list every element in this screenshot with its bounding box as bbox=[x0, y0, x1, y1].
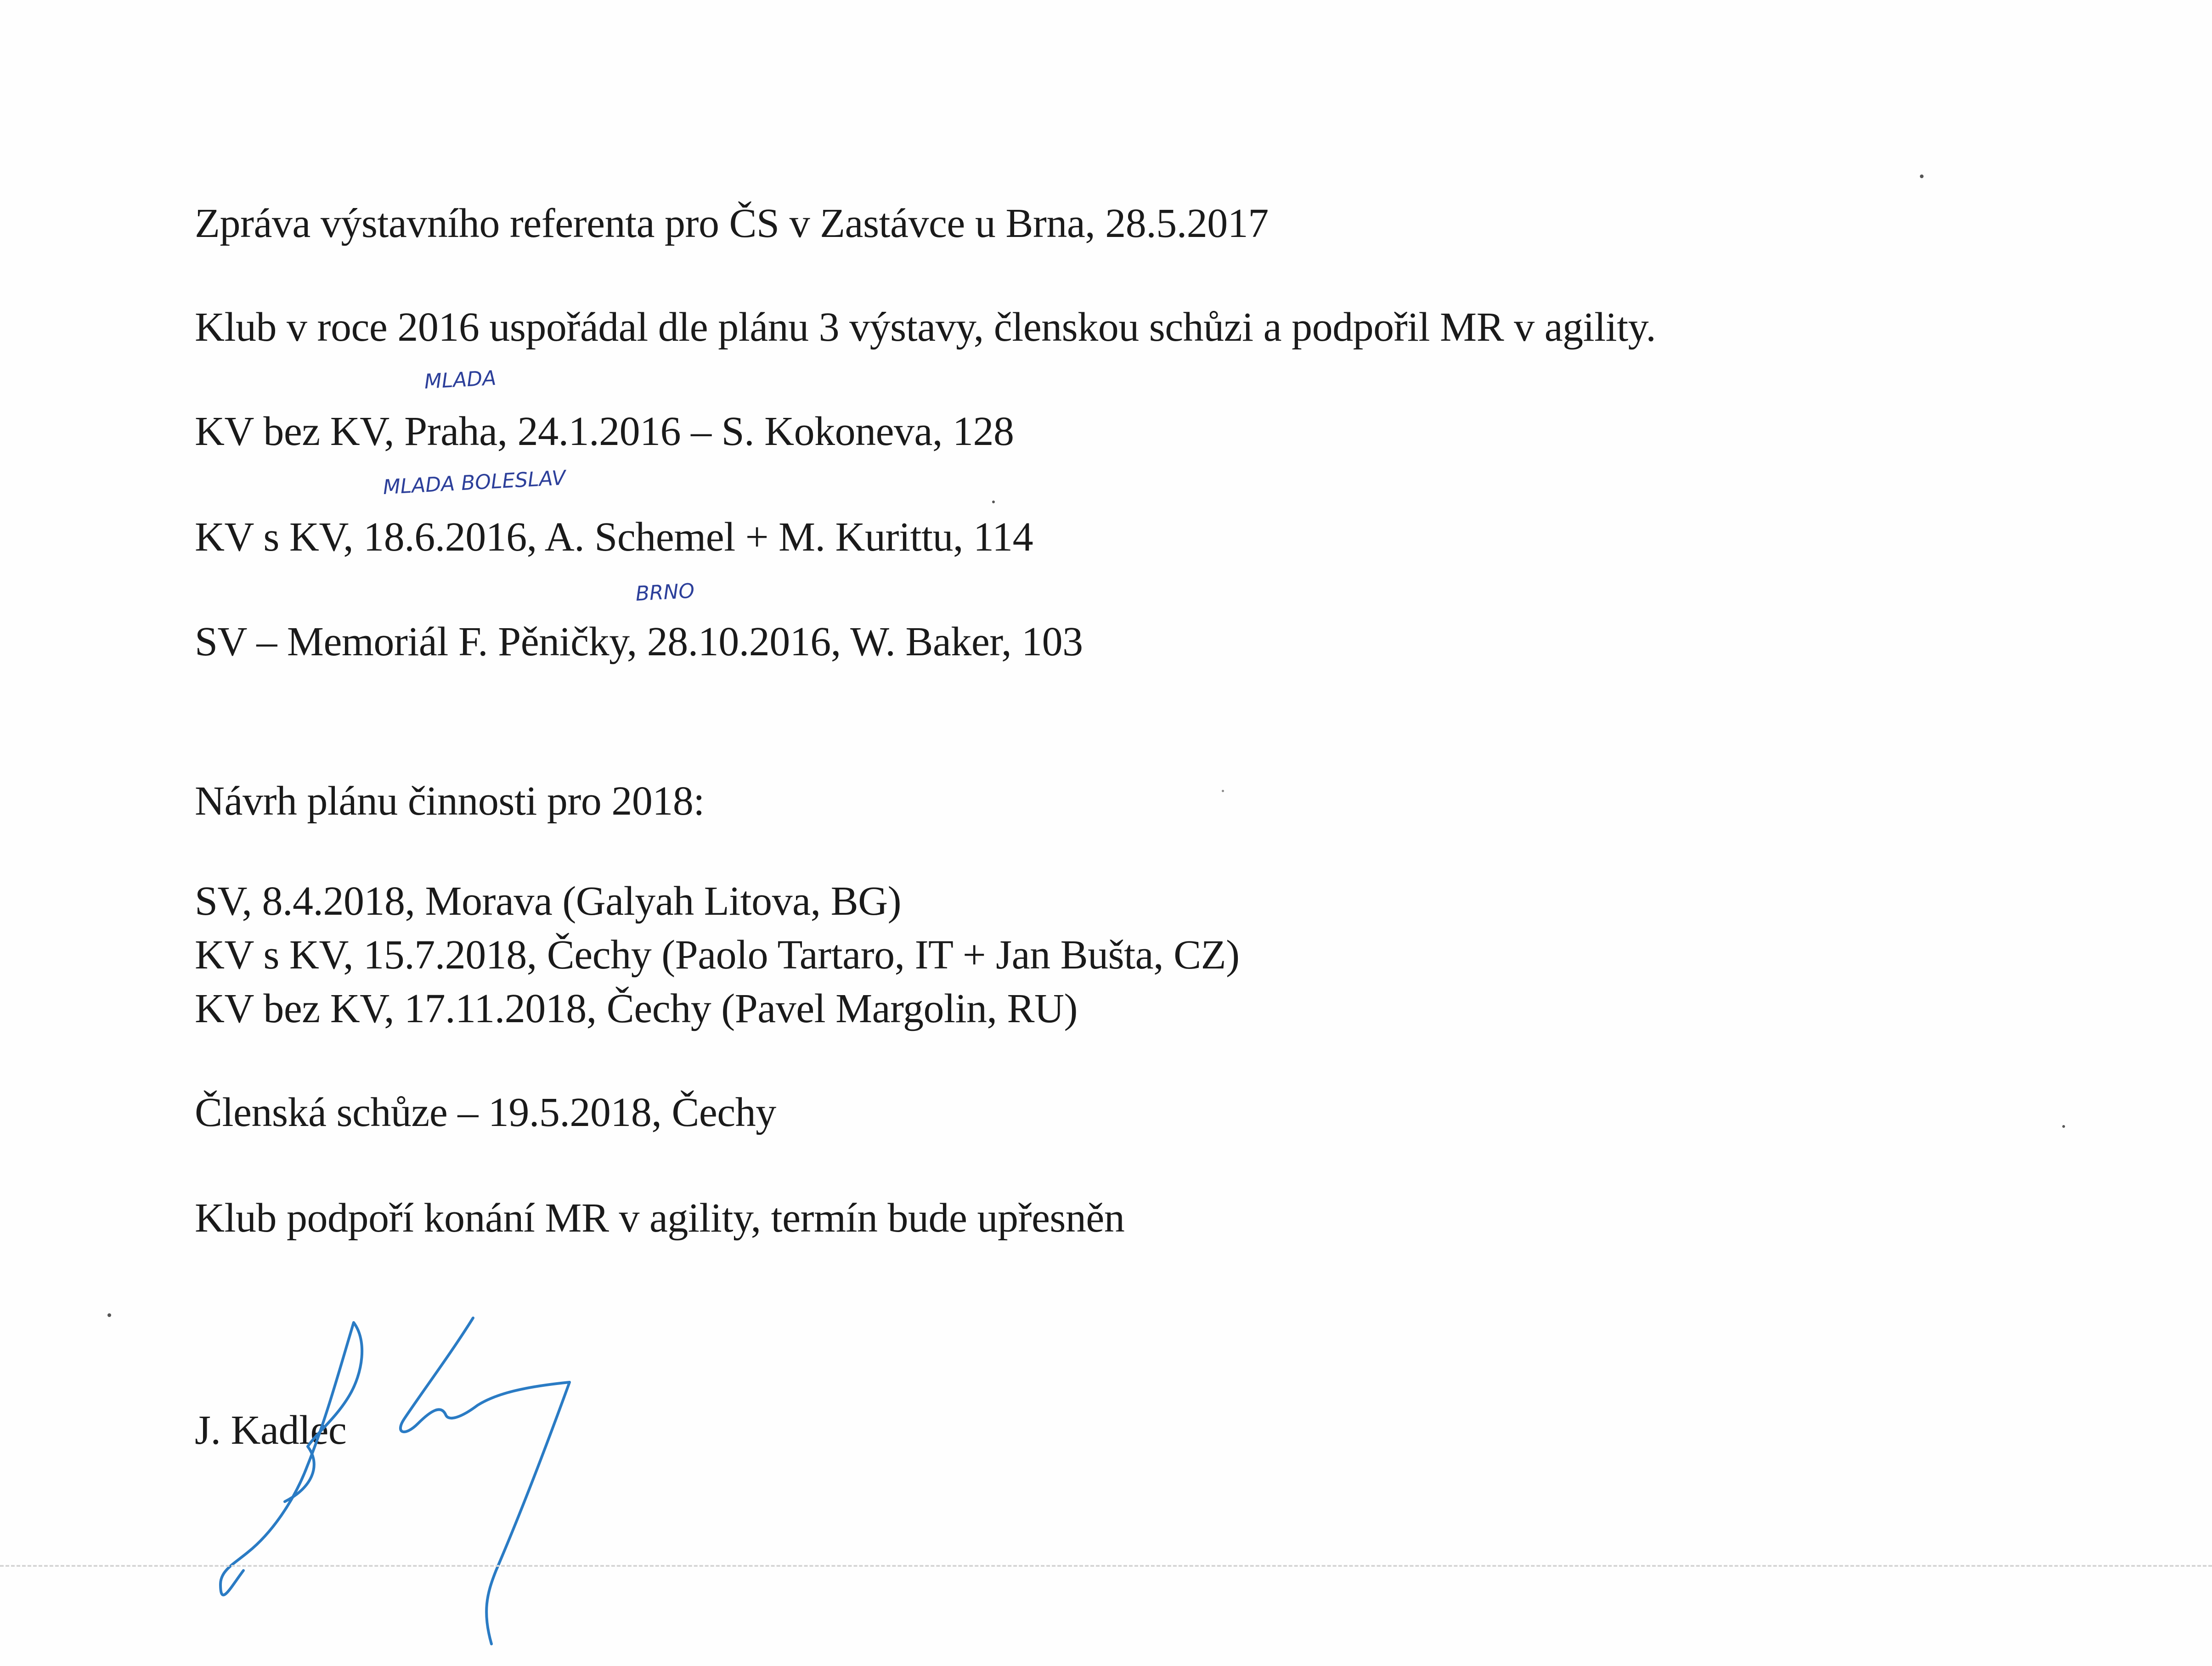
scan-speck bbox=[107, 1313, 111, 1317]
handwritten-signature-icon bbox=[202, 1313, 597, 1653]
show-2016-1: KV bez KV, Praha, 24.1.2016 – S. Kokoneva, 128 bbox=[195, 409, 1014, 454]
scan-speck bbox=[1920, 174, 1924, 178]
handwritten-note-praha: MLADA bbox=[423, 366, 497, 394]
handwritten-note-sv: BRNO bbox=[635, 579, 695, 606]
scan-speck bbox=[992, 501, 995, 503]
scan-speck bbox=[2062, 1125, 2065, 1128]
plan-2018-2: KV s KV, 15.7.2018, Čechy (Paolo Tartaro, IT + Jan Bušta, CZ) bbox=[195, 932, 1240, 978]
show-2016-3: SV – Memoriál F. Pěničky, 28.10.2016, W. Baker, 103 bbox=[195, 619, 1083, 664]
paper-fold-line bbox=[0, 1565, 2212, 1567]
report-title: Zpráva výstavního referenta pro ČS v Zastávce u Brna, 28.5.2017 bbox=[195, 201, 1269, 246]
scan-speck bbox=[1222, 790, 1224, 792]
plan-2018-3: KV bez KV, 17.11.2018, Čechy (Pavel Margolin, RU) bbox=[195, 986, 1078, 1031]
agility-note: Klub podpoří konání MR v agility, termín bude upřesněn bbox=[195, 1195, 1125, 1241]
show-2016-2: KV s KV, 18.6.2016, A. Schemel + M. Kurittu, 114 bbox=[195, 514, 1033, 560]
report-intro: Klub v roce 2016 uspořádal dle plánu 3 výstavy, členskou schůzi a podpořil MR v agility. bbox=[195, 304, 1656, 350]
member-meeting: Členská schůze – 19.5.2018, Čechy bbox=[195, 1090, 776, 1135]
plan-heading: Návrh plánu činnosti pro 2018: bbox=[195, 778, 705, 824]
signatory-name: J. Kadlec bbox=[195, 1407, 347, 1453]
plan-2018-1: SV, 8.4.2018, Morava (Galyah Litova, BG) bbox=[195, 878, 902, 924]
handwritten-note-kv: MLADA BOLESLAV bbox=[382, 466, 566, 499]
